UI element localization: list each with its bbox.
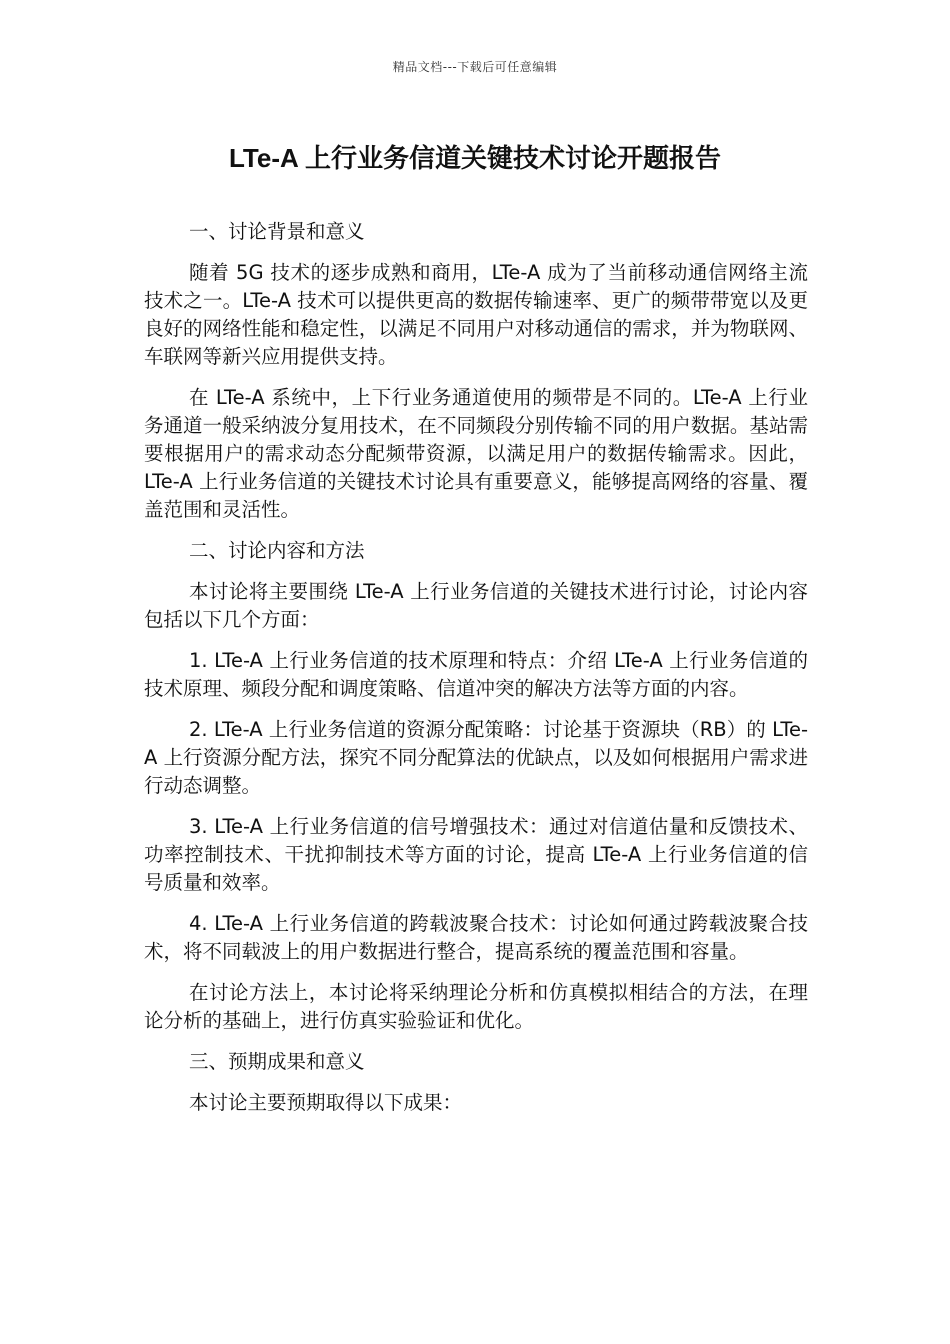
paragraph-background-2: 在 LTe-A 系统中，上下行业务通道使用的频带是不同的。LTe-A 上行业务通道一般采纳波分复用技术，在不同频段分别传输不同的用户数据。基站需要根据用户的需求动态分配频带资源，以满足用户的数据传输需求。因此，LTe-A 上行业务信道的关键技术讨论具有重要意义，能够提高网络的容量、覆盖范围和灵活性。	[144, 386, 808, 521]
paragraph-methods: 在讨论方法上，本讨论将采纳理论分析和仿真模拟相结合的方法，在理论分析的基础上，进行仿真实验验证和优化。	[144, 981, 808, 1032]
section-heading-background: 一、讨论背景和意义	[189, 220, 365, 243]
document-body	[144, 218, 808, 1130]
paragraph-expected-results: 本讨论主要预期取得以下成果：	[189, 1091, 463, 1114]
section-heading-content-methods: 二、讨论内容和方法	[189, 539, 365, 562]
paragraph-background-1: 随着 5G 技术的逐步成熟和商用，LTe-A 成为了当前移动通信网络主流技术之一。LTe-A 技术可以提供更高的数据传输速率、更广的频带带宽以及更良好的网络性能和稳定性，以满足不同用户对移动通信的需求，并为物联网、车联网等新兴应用提供支持。	[144, 261, 808, 368]
document-header-note: 精品文档---下载后可任意编辑	[392, 60, 558, 74]
list-item-1: 1. LTe-A 上行业务信道的技术原理和特点：介绍 LTe-A 上行业务信道的技术原理、频段分配和调度策略、信道冲突的解决方法等方面的内容。	[144, 649, 808, 700]
list-item-2: 2. LTe-A 上行业务信道的资源分配策略：讨论基于资源块（RB）的 LTe-A 上行资源分配方法，探究不同分配算法的优缺点，以及如何根据用户需求进行动态调整。	[144, 718, 808, 797]
section-heading-expected-results: 三、预期成果和意义	[189, 1050, 365, 1073]
list-item-4: 4. LTe-A 上行业务信道的跨载波聚合技术：讨论如何通过跨载波聚合技术，将不同载波上的用户数据进行整合，提高系统的覆盖范围和容量。	[144, 912, 808, 963]
paragraph-content-intro: 本讨论将主要围绕 LTe-A 上行业务信道的关键技术进行讨论，讨论内容包括以下几个方面：	[144, 580, 808, 631]
list-item-3: 3. LTe-A 上行业务信道的信号增强技术：通过对信道估量和反馈技术、功率控制技术、干扰抑制技术等方面的讨论，提高 LTe-A 上行业务信道的信号质量和效率。	[144, 815, 808, 894]
document-title: LTe-A 上行业务信道关键技术讨论开题报告	[228, 143, 722, 173]
